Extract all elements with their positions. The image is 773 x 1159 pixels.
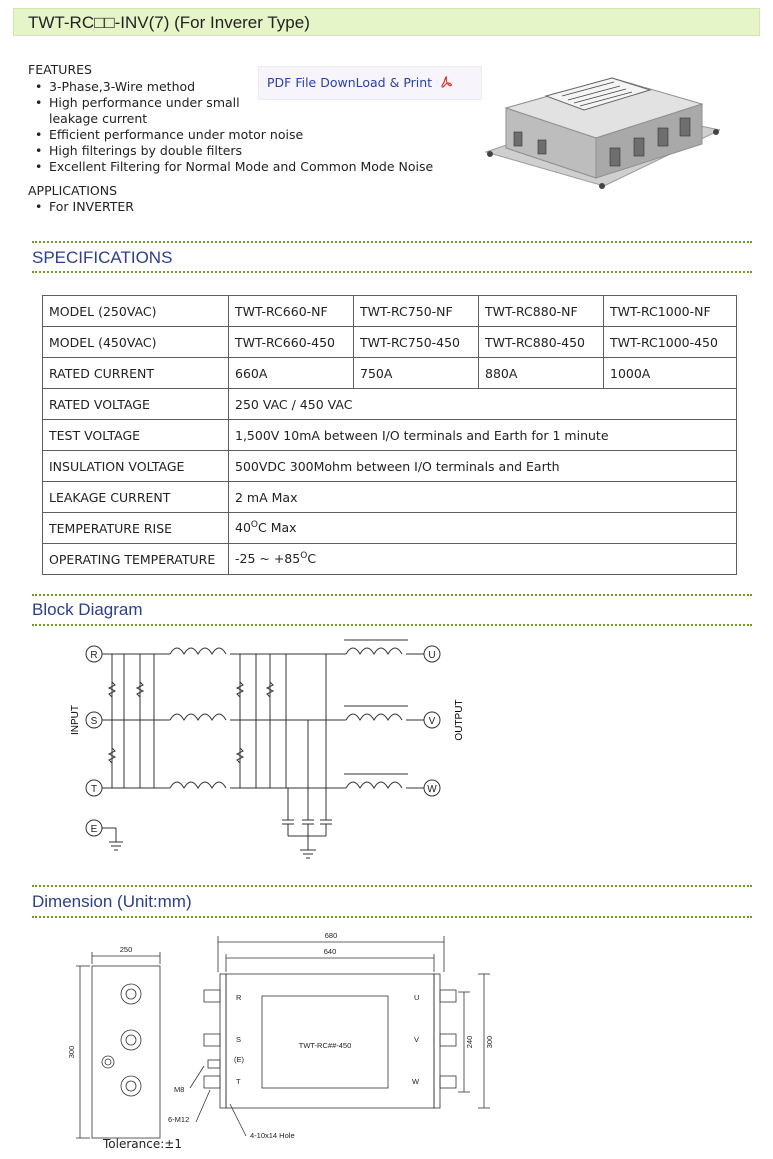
table-cell: TWT-RC750-450: [354, 327, 479, 358]
dimension-drawing: [60, 922, 520, 1158]
specifications-table: [42, 295, 737, 575]
terminal-label: R: [90, 650, 98, 661]
table-row: [43, 513, 737, 544]
terminal-label: U: [414, 993, 420, 1002]
terminal-label: S: [90, 716, 98, 727]
dim-inner-width: 640: [323, 947, 337, 956]
pdf-download-label: PDF File DownLoad & Print: [267, 75, 433, 90]
m12-label: 6-M12: [168, 1115, 190, 1124]
table-row: [43, 358, 737, 389]
dim-overall-width: 680: [324, 931, 338, 940]
features-heading: FEATURES: [28, 62, 92, 77]
feature-item: • 3-Phase,3-Wire method: [35, 79, 468, 95]
application-item: • For INVERTER: [35, 199, 468, 215]
specifications-title: SPECIFICATIONS: [32, 248, 173, 267]
table-cell: 1000A: [604, 358, 737, 389]
tolerance-note: Tolerance:±1: [103, 1137, 182, 1151]
table-cell: TWT-RC880-450: [479, 327, 604, 358]
terminal-label: V: [414, 1035, 420, 1044]
terminal-label: E: [90, 824, 98, 835]
terminal-label: (E): [234, 1055, 244, 1064]
m8-label: M8: [174, 1085, 185, 1094]
terminal-label: W: [427, 784, 437, 795]
terminal-label: T: [90, 784, 98, 795]
row-label: OPERATING TEMPERATURE: [43, 544, 229, 575]
table-cell: 660A: [229, 358, 354, 389]
row-label: RATED CURRENT: [43, 358, 229, 389]
block-diagram-title: Block Diagram: [32, 600, 143, 619]
table-cell: -25 ~ $+85^OC$: [229, 544, 737, 575]
table-row: [43, 451, 737, 482]
table-cell: TWT-RC1000-NF: [604, 296, 737, 327]
row-label: TEMPERATURE RISE: [43, 513, 229, 544]
applications-heading: APPLICATIONS: [28, 183, 118, 198]
divider: [32, 885, 752, 887]
table-row: [43, 327, 737, 358]
dim-inner-height: 240: [465, 1035, 474, 1049]
pdf-icon: [440, 76, 453, 89]
divider: [32, 241, 752, 243]
feature-item: • High performance under small leakage current: [35, 95, 468, 127]
terminal-label: T: [236, 1077, 241, 1086]
dimension-title: Dimension (Unit:mm): [32, 892, 192, 911]
table-row: [43, 296, 737, 327]
table-cell: TWT-RC1000-450: [604, 327, 737, 358]
divider: [32, 624, 752, 626]
terminal-label: R: [236, 993, 242, 1002]
terminal-label: S: [236, 1035, 242, 1044]
table-cell: TWT-RC750-NF: [354, 296, 479, 327]
output-label: OUTPUT: [454, 699, 465, 741]
feature-item: • Excellent Filtering for Normal Mode and Common Mode Noise: [35, 159, 468, 175]
feature-item: • Efficient performance under motor noise: [35, 127, 468, 143]
divider: [32, 594, 752, 596]
table-row: [43, 420, 737, 451]
applications-list: [35, 199, 468, 215]
table-row: [43, 544, 737, 575]
terminal-label: W: [412, 1077, 420, 1086]
divider: [32, 916, 752, 918]
page-title: TWT-RC□□-INV(7) (For Inverer Type): [13, 8, 760, 36]
row-label: RATED VOLTAGE: [43, 389, 229, 420]
table-cell: 250 VAC / 450 VAC: [229, 389, 737, 420]
dim-side-height: 300: [67, 1045, 76, 1059]
table-cell: TWT-RC880-NF: [479, 296, 604, 327]
filter-product-photo: [484, 74, 720, 198]
row-label: MODEL (250VAC): [43, 296, 229, 327]
pdf-download-link[interactable]: [258, 66, 482, 100]
table-cell: 880A: [479, 358, 604, 389]
terminal-label: V: [428, 716, 436, 727]
hole-label: 4-10x14 Hole: [250, 1131, 295, 1140]
table-cell: $40^OC$ Max: [229, 513, 737, 544]
row-label: INSULATION VOLTAGE: [43, 451, 229, 482]
table-row: [43, 389, 737, 420]
table-cell: 2 mA Max: [229, 482, 737, 513]
table-cell: TWT-RC660-NF: [229, 296, 354, 327]
row-label: MODEL (450VAC): [43, 327, 229, 358]
table-cell: 500VDC 300Mohm between I/O terminals and Earth: [229, 451, 737, 482]
feature-item: • High filterings by double filters: [35, 143, 468, 159]
table-cell: 750A: [354, 358, 479, 389]
row-label: TEST VOLTAGE: [43, 420, 229, 451]
dim-overall-height: 300: [485, 1035, 494, 1049]
divider: [32, 271, 752, 273]
row-label: LEAKAGE CURRENT: [43, 482, 229, 513]
terminal-label: U: [428, 650, 436, 661]
table-cell: TWT-RC660-450: [229, 327, 354, 358]
table-row: [43, 482, 737, 513]
model-label: TWT-RC##-450: [298, 1041, 352, 1050]
input-label: INPUT: [70, 705, 81, 735]
block-diagram: [60, 636, 480, 868]
table-cell: 1,500V 10mA between I/O terminals and Earth for 1 minute: [229, 420, 737, 451]
dim-side-width: 250: [119, 945, 133, 954]
